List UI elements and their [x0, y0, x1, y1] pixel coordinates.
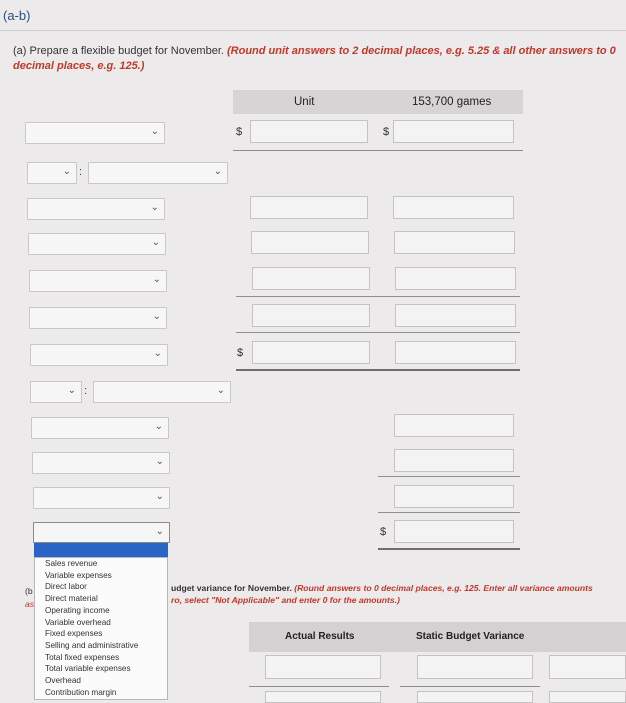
row-4-total-input[interactable]: [394, 231, 515, 254]
part-b-actual-input-1[interactable]: [265, 655, 381, 679]
part-b-actual-input-2[interactable]: [265, 691, 381, 703]
row-8-label-select[interactable]: [93, 381, 231, 403]
row-11-underline: [378, 512, 520, 513]
chevron-down-icon: ⌄: [154, 421, 163, 432]
dropdown-option[interactable]: Total variable expenses: [45, 664, 131, 674]
row-1-label-select[interactable]: [25, 122, 165, 144]
dropdown-option[interactable]: Selling and administrative: [45, 640, 139, 650]
dollar-sign: $: [383, 126, 390, 138]
part-b-variance-input-1[interactable]: [417, 655, 533, 679]
row-5-label-select[interactable]: [29, 270, 167, 292]
column-header-unit: Unit: [294, 96, 315, 108]
chevron-down-icon: ⌄: [150, 202, 159, 213]
section-label: (a-b): [3, 8, 31, 23]
row-1-underline: [233, 150, 523, 151]
part-a-instructions: (Round unit answers to 2 decimal places, e.g. 5.25 & all other answers to 0 decimal places, e.g. 125.): [13, 45, 616, 72]
row-12-total-input[interactable]: [394, 520, 514, 543]
chevron-down-icon: ⌄: [152, 311, 161, 322]
row-5-unit-input[interactable]: [252, 267, 370, 290]
row-10-total-input[interactable]: [394, 449, 514, 472]
row-5-underline: [236, 296, 520, 297]
colon: :: [84, 385, 88, 397]
dropdown-option[interactable]: Direct labor: [45, 582, 87, 592]
dollar-sign: $: [236, 126, 243, 138]
row-3-unit-input[interactable]: [250, 196, 368, 219]
header-divider: [0, 30, 626, 31]
column-header-volume: 153,700 games: [412, 96, 492, 108]
row-7-total-input[interactable]: [395, 341, 516, 364]
row-6-total-input[interactable]: [395, 304, 516, 327]
row-9-total-input[interactable]: [394, 414, 514, 437]
row-4-label-select[interactable]: [28, 233, 166, 255]
row-6-unit-input[interactable]: [252, 304, 370, 327]
row-3-total-input[interactable]: [393, 196, 514, 219]
dropdown-option[interactable]: Sales revenue: [45, 559, 98, 568]
part-b-instructions: (Round answers to 0 decimal places, e.g. 125. Enter all variance amounts: [294, 583, 593, 593]
chevron-down-icon: ⌄: [152, 274, 161, 285]
dropdown-option[interactable]: Variable expenses: [45, 570, 112, 580]
row-5-total-input[interactable]: [395, 267, 516, 290]
dollar-sign: $: [237, 347, 244, 359]
row-6-label-select[interactable]: [29, 307, 167, 329]
part-b-underline-1: [249, 686, 389, 687]
chevron-down-icon: ⌄: [155, 491, 164, 502]
column-header-actual: Actual Results: [285, 631, 355, 642]
chevron-down-icon: ⌄: [151, 237, 160, 248]
row-1-unit-input[interactable]: [250, 120, 368, 143]
row-3-label-select[interactable]: [27, 198, 165, 220]
row-4-unit-input[interactable]: [251, 231, 369, 254]
chevron-down-icon: ⌄: [150, 126, 159, 137]
part-a-prompt: (a) Prepare a flexible budget for November.: [13, 45, 224, 57]
row-11-total-input[interactable]: [394, 485, 514, 508]
dropdown-option[interactable]: Contribution margin: [45, 687, 117, 697]
part-b-extra-input-1[interactable]: [549, 655, 626, 679]
dropdown-option[interactable]: Operating income: [45, 605, 110, 615]
chevron-down-icon: ⌄: [67, 385, 76, 396]
chevron-down-icon: ⌄: [213, 166, 222, 177]
row-1-total-input[interactable]: [393, 120, 514, 143]
column-header-variance: Static Budget Variance: [416, 631, 525, 642]
chevron-down-icon: ⌄: [153, 348, 162, 359]
part-b-variance-input-2[interactable]: [417, 691, 533, 703]
dropdown-option[interactable]: Variable overhead: [45, 617, 111, 627]
row-10-underline: [378, 476, 520, 477]
part-b-fragment-as: as: [25, 599, 35, 609]
chevron-down-icon: ⌄: [155, 526, 164, 537]
part-b-fragment: (b: [25, 586, 33, 596]
row-2-label-select[interactable]: [88, 162, 228, 184]
row-10-label-select[interactable]: [32, 452, 170, 474]
dropdown-option[interactable]: Direct material: [45, 594, 98, 604]
row-7-unit-input[interactable]: [252, 341, 370, 364]
part-b-question: [171, 582, 621, 606]
row-7-label-select[interactable]: [30, 344, 168, 366]
row-12-label-select-open[interactable]: [33, 522, 170, 543]
dropdown-highlighted-option[interactable]: [34, 543, 168, 557]
part-b-extra-input-2[interactable]: [549, 691, 626, 703]
chevron-down-icon: ⌄: [216, 385, 225, 396]
dollar-sign: $: [380, 526, 387, 538]
part-a-question: [13, 44, 618, 74]
chevron-down-icon: ⌄: [155, 456, 164, 467]
colon: :: [79, 166, 83, 178]
chevron-down-icon: ⌄: [62, 166, 71, 177]
row-6-underline: [236, 332, 520, 333]
row-11-label-select[interactable]: [33, 487, 170, 509]
dropdown-option[interactable]: Total fixed expenses: [45, 652, 120, 662]
dropdown-list: [34, 557, 168, 700]
part-b-instructions-2: ro, select "Not Applicable" and enter 0 for the amounts.): [171, 595, 400, 605]
row-9-label-select[interactable]: [31, 417, 169, 439]
dropdown-option[interactable]: Overhead: [45, 676, 81, 686]
row-12-double-underline: [378, 548, 520, 550]
row-7-double-underline: [236, 369, 520, 371]
row-2-prefix-select[interactable]: [27, 162, 77, 184]
dropdown-option[interactable]: Fixed expenses: [45, 629, 103, 639]
row-8-prefix-select[interactable]: [30, 381, 82, 403]
part-b-prompt: udget variance for November.: [171, 583, 292, 593]
part-b-underline-2: [400, 686, 540, 687]
